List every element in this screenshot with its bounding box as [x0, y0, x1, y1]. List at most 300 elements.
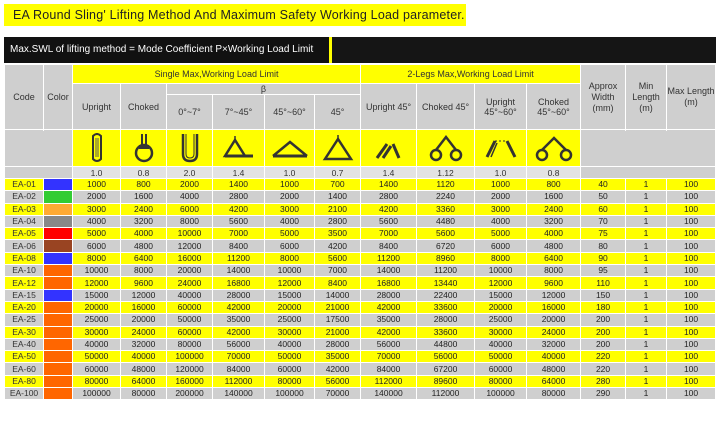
value-cell: 6000: [167, 203, 213, 215]
value-cell: 28000: [417, 314, 475, 326]
value-cell: 40000: [475, 338, 527, 350]
value-cell: 100: [667, 240, 716, 252]
value-cell: 4000: [265, 215, 315, 227]
basket-45-icon: [315, 130, 361, 167]
value-cell: 25000: [475, 314, 527, 326]
value-cell: 3200: [527, 215, 581, 227]
value-cell: 14000: [315, 289, 361, 301]
code-cell: EA-05: [5, 228, 44, 240]
code-cell: EA-01: [5, 179, 44, 191]
value-cell: 120000: [167, 363, 213, 375]
table-row: [5, 338, 716, 350]
value-cell: 42000: [361, 326, 417, 338]
value-cell: 60000: [475, 363, 527, 375]
code-cell: EA-15: [5, 289, 44, 301]
value-cell: 56000: [315, 375, 361, 387]
value-cell: 800: [121, 179, 167, 191]
value-cell: 800: [527, 179, 581, 191]
value-cell: 6000: [475, 240, 527, 252]
code-header: Code: [5, 65, 44, 130]
two-leg-choked-45-60-icon: [527, 130, 581, 167]
value-cell: 2240: [417, 191, 475, 203]
formula-bar: [4, 37, 716, 63]
value-cell: 28000: [315, 338, 361, 350]
value-cell: 8000: [167, 215, 213, 227]
value-cell: 12000: [121, 289, 167, 301]
table-row: [5, 228, 716, 240]
value-cell: 1000: [73, 179, 121, 191]
value-cell: 100: [667, 388, 716, 400]
mode-coefficient: 0.8: [527, 167, 581, 179]
value-cell: 5000: [475, 228, 527, 240]
value-cell: 3000: [73, 203, 121, 215]
value-cell: 1000: [265, 179, 315, 191]
value-cell: 1: [626, 289, 667, 301]
mode-coefficient: 2.0: [167, 167, 213, 179]
color-swatch: [44, 326, 73, 338]
value-cell: 24000: [121, 326, 167, 338]
color-header: Color: [44, 65, 73, 130]
value-cell: 1000: [475, 179, 527, 191]
value-cell: 67200: [417, 363, 475, 375]
choked-45-header: Choked 45°: [417, 84, 475, 130]
value-cell: 100: [667, 203, 716, 215]
value-cell: 60: [581, 203, 626, 215]
value-cell: 8400: [315, 277, 361, 289]
value-cell: 40000: [265, 338, 315, 350]
value-cell: 24000: [167, 277, 213, 289]
color-swatch: [44, 314, 73, 326]
color-swatch: [44, 179, 73, 191]
value-cell: 80000: [527, 388, 581, 400]
basket-45-60-icon: [265, 130, 315, 167]
value-cell: 50000: [475, 351, 527, 363]
value-cell: 100: [667, 314, 716, 326]
value-cell: 1: [626, 277, 667, 289]
value-cell: 11200: [361, 252, 417, 264]
code-cell: EA-04: [5, 215, 44, 227]
code-cell: EA-50: [5, 351, 44, 363]
value-cell: 100000: [73, 388, 121, 400]
value-cell: 25000: [265, 314, 315, 326]
value-cell: 4200: [361, 203, 417, 215]
value-cell: 2400: [527, 203, 581, 215]
value-cell: 1: [626, 314, 667, 326]
value-cell: 48000: [121, 363, 167, 375]
sling-upright-icon: [73, 130, 121, 167]
value-cell: 1: [626, 228, 667, 240]
value-cell: 1400: [361, 179, 417, 191]
value-cell: 4200: [213, 203, 265, 215]
coefficient-row: [5, 167, 716, 179]
value-cell: 11200: [417, 265, 475, 277]
icon-row: [5, 130, 716, 167]
color-swatch: [44, 388, 73, 400]
code-cell: EA-60: [5, 363, 44, 375]
value-cell: 60000: [73, 363, 121, 375]
value-cell: 42000: [315, 363, 361, 375]
sling-choked-icon: [121, 130, 167, 167]
value-cell: 100: [667, 338, 716, 350]
value-cell: 150: [581, 289, 626, 301]
value-cell: 140000: [213, 388, 265, 400]
value-cell: 9600: [527, 277, 581, 289]
value-cell: 50: [581, 191, 626, 203]
value-cell: 64000: [527, 375, 581, 387]
code-cell: EA-02: [5, 191, 44, 203]
value-cell: 4000: [167, 191, 213, 203]
value-cell: 4480: [417, 215, 475, 227]
value-cell: 112000: [213, 375, 265, 387]
upright-45-60-header: Upright 45°~60°: [475, 84, 527, 130]
value-cell: 70000: [213, 351, 265, 363]
value-cell: 32000: [121, 338, 167, 350]
color-swatch: [44, 191, 73, 203]
value-cell: 220: [581, 363, 626, 375]
value-cell: 15000: [73, 289, 121, 301]
max-length-header: Max Length (m): [667, 65, 716, 130]
angle-45-60-header: 45°~60°: [265, 95, 315, 130]
table-row: [5, 326, 716, 338]
value-cell: 4000: [527, 228, 581, 240]
value-cell: 4000: [73, 215, 121, 227]
table-row: [5, 375, 716, 387]
value-cell: 1: [626, 326, 667, 338]
table-row: [5, 265, 716, 277]
mode-coefficient: 1.0: [73, 167, 121, 179]
value-cell: 700: [315, 179, 361, 191]
value-cell: 100: [667, 277, 716, 289]
table-row: [5, 240, 716, 252]
value-cell: 1: [626, 252, 667, 264]
value-cell: 7000: [315, 265, 361, 277]
value-cell: 4800: [527, 240, 581, 252]
value-cell: 42000: [213, 326, 265, 338]
icon-row-spacer: [5, 130, 73, 167]
value-cell: 2800: [315, 215, 361, 227]
value-cell: 12000: [167, 240, 213, 252]
single-group-header: Single Max,Working Load Limit: [73, 65, 361, 84]
value-cell: 50000: [167, 314, 213, 326]
value-cell: 1: [626, 363, 667, 375]
value-cell: 70000: [361, 351, 417, 363]
value-cell: 35000: [315, 351, 361, 363]
upright-45-header: Upright 45°: [361, 84, 417, 130]
value-cell: 30000: [475, 326, 527, 338]
value-cell: 140000: [361, 388, 417, 400]
table-row: [5, 289, 716, 301]
color-swatch: [44, 351, 73, 363]
table-row: [5, 215, 716, 227]
mode-coefficient: 1.0: [475, 167, 527, 179]
value-cell: 12000: [475, 277, 527, 289]
value-cell: 60000: [265, 363, 315, 375]
value-cell: 80000: [475, 375, 527, 387]
table-row: [5, 191, 716, 203]
upright-header: Upright: [73, 84, 121, 130]
color-swatch: [44, 228, 73, 240]
value-cell: 95: [581, 265, 626, 277]
value-cell: 1400: [315, 191, 361, 203]
value-cell: 200: [581, 314, 626, 326]
value-cell: 22400: [417, 289, 475, 301]
value-cell: 2100: [315, 203, 361, 215]
icon-row-tail: [581, 130, 716, 167]
mode-coefficient: 1.0: [265, 167, 315, 179]
value-cell: 200: [581, 326, 626, 338]
value-cell: 8400: [213, 240, 265, 252]
value-cell: 100: [667, 265, 716, 277]
value-cell: 56000: [417, 351, 475, 363]
value-cell: 5600: [213, 215, 265, 227]
value-cell: 40000: [73, 338, 121, 350]
code-cell: EA-40: [5, 338, 44, 350]
code-cell: EA-100: [5, 388, 44, 400]
value-cell: 42000: [361, 301, 417, 313]
code-cell: EA-25: [5, 314, 44, 326]
value-cell: 14000: [361, 265, 417, 277]
value-cell: 220: [581, 351, 626, 363]
value-cell: 42000: [213, 301, 265, 313]
value-cell: 60000: [167, 326, 213, 338]
two-legs-group-header: 2-Legs Max,Working Load Limit: [361, 65, 581, 84]
value-cell: 40000: [121, 351, 167, 363]
value-cell: 90: [581, 252, 626, 264]
code-cell: EA-30: [5, 326, 44, 338]
value-cell: 3360: [417, 203, 475, 215]
value-cell: 1: [626, 338, 667, 350]
code-cell: EA-08: [5, 252, 44, 264]
value-cell: 5000: [73, 228, 121, 240]
code-cell: EA-03: [5, 203, 44, 215]
code-cell: EA-12: [5, 277, 44, 289]
value-cell: 100: [667, 326, 716, 338]
value-cell: 6000: [73, 240, 121, 252]
value-cell: 1120: [417, 179, 475, 191]
value-cell: 1: [626, 240, 667, 252]
basket-7-45-icon: [213, 130, 265, 167]
value-cell: 8400: [361, 240, 417, 252]
value-cell: 100: [667, 363, 716, 375]
value-cell: 2000: [265, 191, 315, 203]
value-cell: 2000: [73, 191, 121, 203]
value-cell: 6000: [265, 240, 315, 252]
table-row: [5, 277, 716, 289]
value-cell: 1: [626, 179, 667, 191]
coef-spacer: [5, 167, 73, 179]
value-cell: 40000: [167, 289, 213, 301]
color-swatch: [44, 289, 73, 301]
value-cell: 64000: [121, 375, 167, 387]
value-cell: 33600: [417, 301, 475, 313]
angle-45-header: 45°: [315, 95, 361, 130]
color-swatch: [44, 215, 73, 227]
value-cell: 3000: [475, 203, 527, 215]
value-cell: 2800: [361, 191, 417, 203]
approx-width-header: Approx Width (mm): [581, 65, 626, 130]
value-cell: 5600: [361, 215, 417, 227]
page-title: EA Round Sling' Lifting Method And Maximum Safety Working Load parameter.: [4, 4, 466, 26]
value-cell: 80: [581, 240, 626, 252]
value-cell: 8000: [475, 252, 527, 264]
code-cell: EA-10: [5, 265, 44, 277]
color-swatch: [44, 363, 73, 375]
two-leg-upright-45-icon: [361, 130, 417, 167]
value-cell: 4000: [475, 215, 527, 227]
value-cell: 100: [667, 191, 716, 203]
value-cell: 100: [667, 375, 716, 387]
value-cell: 44800: [417, 338, 475, 350]
value-cell: 1: [626, 375, 667, 387]
value-cell: 35000: [361, 314, 417, 326]
formula-text: Max.SWL of lifting method = Mode Coefficient P×Working Load Limit: [4, 37, 332, 63]
value-cell: 112000: [417, 388, 475, 400]
value-cell: 1400: [213, 179, 265, 191]
value-cell: 12000: [265, 277, 315, 289]
value-cell: 12000: [73, 277, 121, 289]
value-cell: 16000: [527, 301, 581, 313]
value-cell: 30000: [265, 326, 315, 338]
value-cell: 7000: [213, 228, 265, 240]
value-cell: 10000: [475, 265, 527, 277]
value-cell: 8000: [265, 252, 315, 264]
table-body: [5, 179, 716, 400]
value-cell: 6400: [527, 252, 581, 264]
value-cell: 15000: [265, 289, 315, 301]
value-cell: 70: [581, 215, 626, 227]
value-cell: 84000: [213, 363, 265, 375]
value-cell: 1: [626, 388, 667, 400]
value-cell: 12000: [527, 289, 581, 301]
value-cell: 40: [581, 179, 626, 191]
value-cell: 5600: [417, 228, 475, 240]
value-cell: 84000: [361, 363, 417, 375]
value-cell: 110: [581, 277, 626, 289]
value-cell: 56000: [213, 338, 265, 350]
value-cell: 25000: [73, 314, 121, 326]
value-cell: 24000: [527, 326, 581, 338]
value-cell: 13440: [417, 277, 475, 289]
mode-coefficient: 0.8: [121, 167, 167, 179]
value-cell: 100000: [167, 351, 213, 363]
table-row: [5, 363, 716, 375]
load-table: [4, 64, 716, 400]
value-cell: 3000: [265, 203, 315, 215]
value-cell: 50000: [73, 351, 121, 363]
value-cell: 28000: [361, 289, 417, 301]
value-cell: 1: [626, 301, 667, 313]
value-cell: 80000: [73, 375, 121, 387]
value-cell: 8960: [417, 252, 475, 264]
two-leg-choked-45-icon: [417, 130, 475, 167]
color-swatch: [44, 203, 73, 215]
value-cell: 20000: [527, 314, 581, 326]
value-cell: 100: [667, 289, 716, 301]
value-cell: 1600: [121, 191, 167, 203]
table-row: [5, 252, 716, 264]
code-cell: EA-20: [5, 301, 44, 313]
value-cell: 1: [626, 191, 667, 203]
value-cell: 10000: [73, 265, 121, 277]
value-cell: 100000: [265, 388, 315, 400]
value-cell: 2800: [213, 191, 265, 203]
color-swatch: [44, 338, 73, 350]
value-cell: 112000: [361, 375, 417, 387]
value-cell: 8000: [73, 252, 121, 264]
color-swatch: [44, 240, 73, 252]
mode-coefficient: 1.12: [417, 167, 475, 179]
value-cell: 17500: [315, 314, 361, 326]
table-row: [5, 351, 716, 363]
value-cell: 20000: [475, 301, 527, 313]
value-cell: 5000: [265, 228, 315, 240]
value-cell: 6720: [417, 240, 475, 252]
code-cell: EA-80: [5, 375, 44, 387]
value-cell: 200000: [167, 388, 213, 400]
value-cell: 60000: [167, 301, 213, 313]
value-cell: 3500: [315, 228, 361, 240]
value-cell: 35000: [213, 314, 265, 326]
color-swatch: [44, 252, 73, 264]
value-cell: 160000: [167, 375, 213, 387]
value-cell: 4800: [121, 240, 167, 252]
value-cell: 70000: [315, 388, 361, 400]
table-row: [5, 179, 716, 191]
table-row: [5, 203, 716, 215]
value-cell: 40000: [527, 351, 581, 363]
value-cell: 100000: [475, 388, 527, 400]
value-cell: 8000: [121, 265, 167, 277]
value-cell: 16800: [213, 277, 265, 289]
beta-header: β: [167, 84, 361, 95]
value-cell: 2000: [167, 179, 213, 191]
value-cell: 200: [581, 338, 626, 350]
value-cell: 4000: [121, 228, 167, 240]
value-cell: 10000: [265, 265, 315, 277]
value-cell: 8000: [527, 265, 581, 277]
value-cell: 1: [626, 265, 667, 277]
value-cell: 180: [581, 301, 626, 313]
value-cell: 7000: [361, 228, 417, 240]
value-cell: 21000: [315, 301, 361, 313]
value-cell: 89600: [417, 375, 475, 387]
value-cell: 100: [667, 252, 716, 264]
value-cell: 15000: [475, 289, 527, 301]
value-cell: 20000: [73, 301, 121, 313]
value-cell: 6400: [121, 252, 167, 264]
angle-0-7-header: 0°~7°: [167, 95, 213, 130]
mode-coefficient: 1.4: [361, 167, 417, 179]
value-cell: 100: [667, 301, 716, 313]
choked-header: Choked: [121, 84, 167, 130]
color-swatch: [44, 301, 73, 313]
value-cell: 10000: [167, 228, 213, 240]
value-cell: 30000: [73, 326, 121, 338]
value-cell: 16800: [361, 277, 417, 289]
value-cell: 4200: [315, 240, 361, 252]
value-cell: 16000: [121, 301, 167, 313]
value-cell: 21000: [315, 326, 361, 338]
value-cell: 75: [581, 228, 626, 240]
value-cell: 100: [667, 228, 716, 240]
angle-7-45-header: 7°~45°: [213, 95, 265, 130]
value-cell: 9600: [121, 277, 167, 289]
table-row: [5, 314, 716, 326]
color-swatch: [44, 375, 73, 387]
table-row: [5, 388, 716, 400]
mode-coefficient: 0.7: [315, 167, 361, 179]
value-cell: 20000: [121, 314, 167, 326]
